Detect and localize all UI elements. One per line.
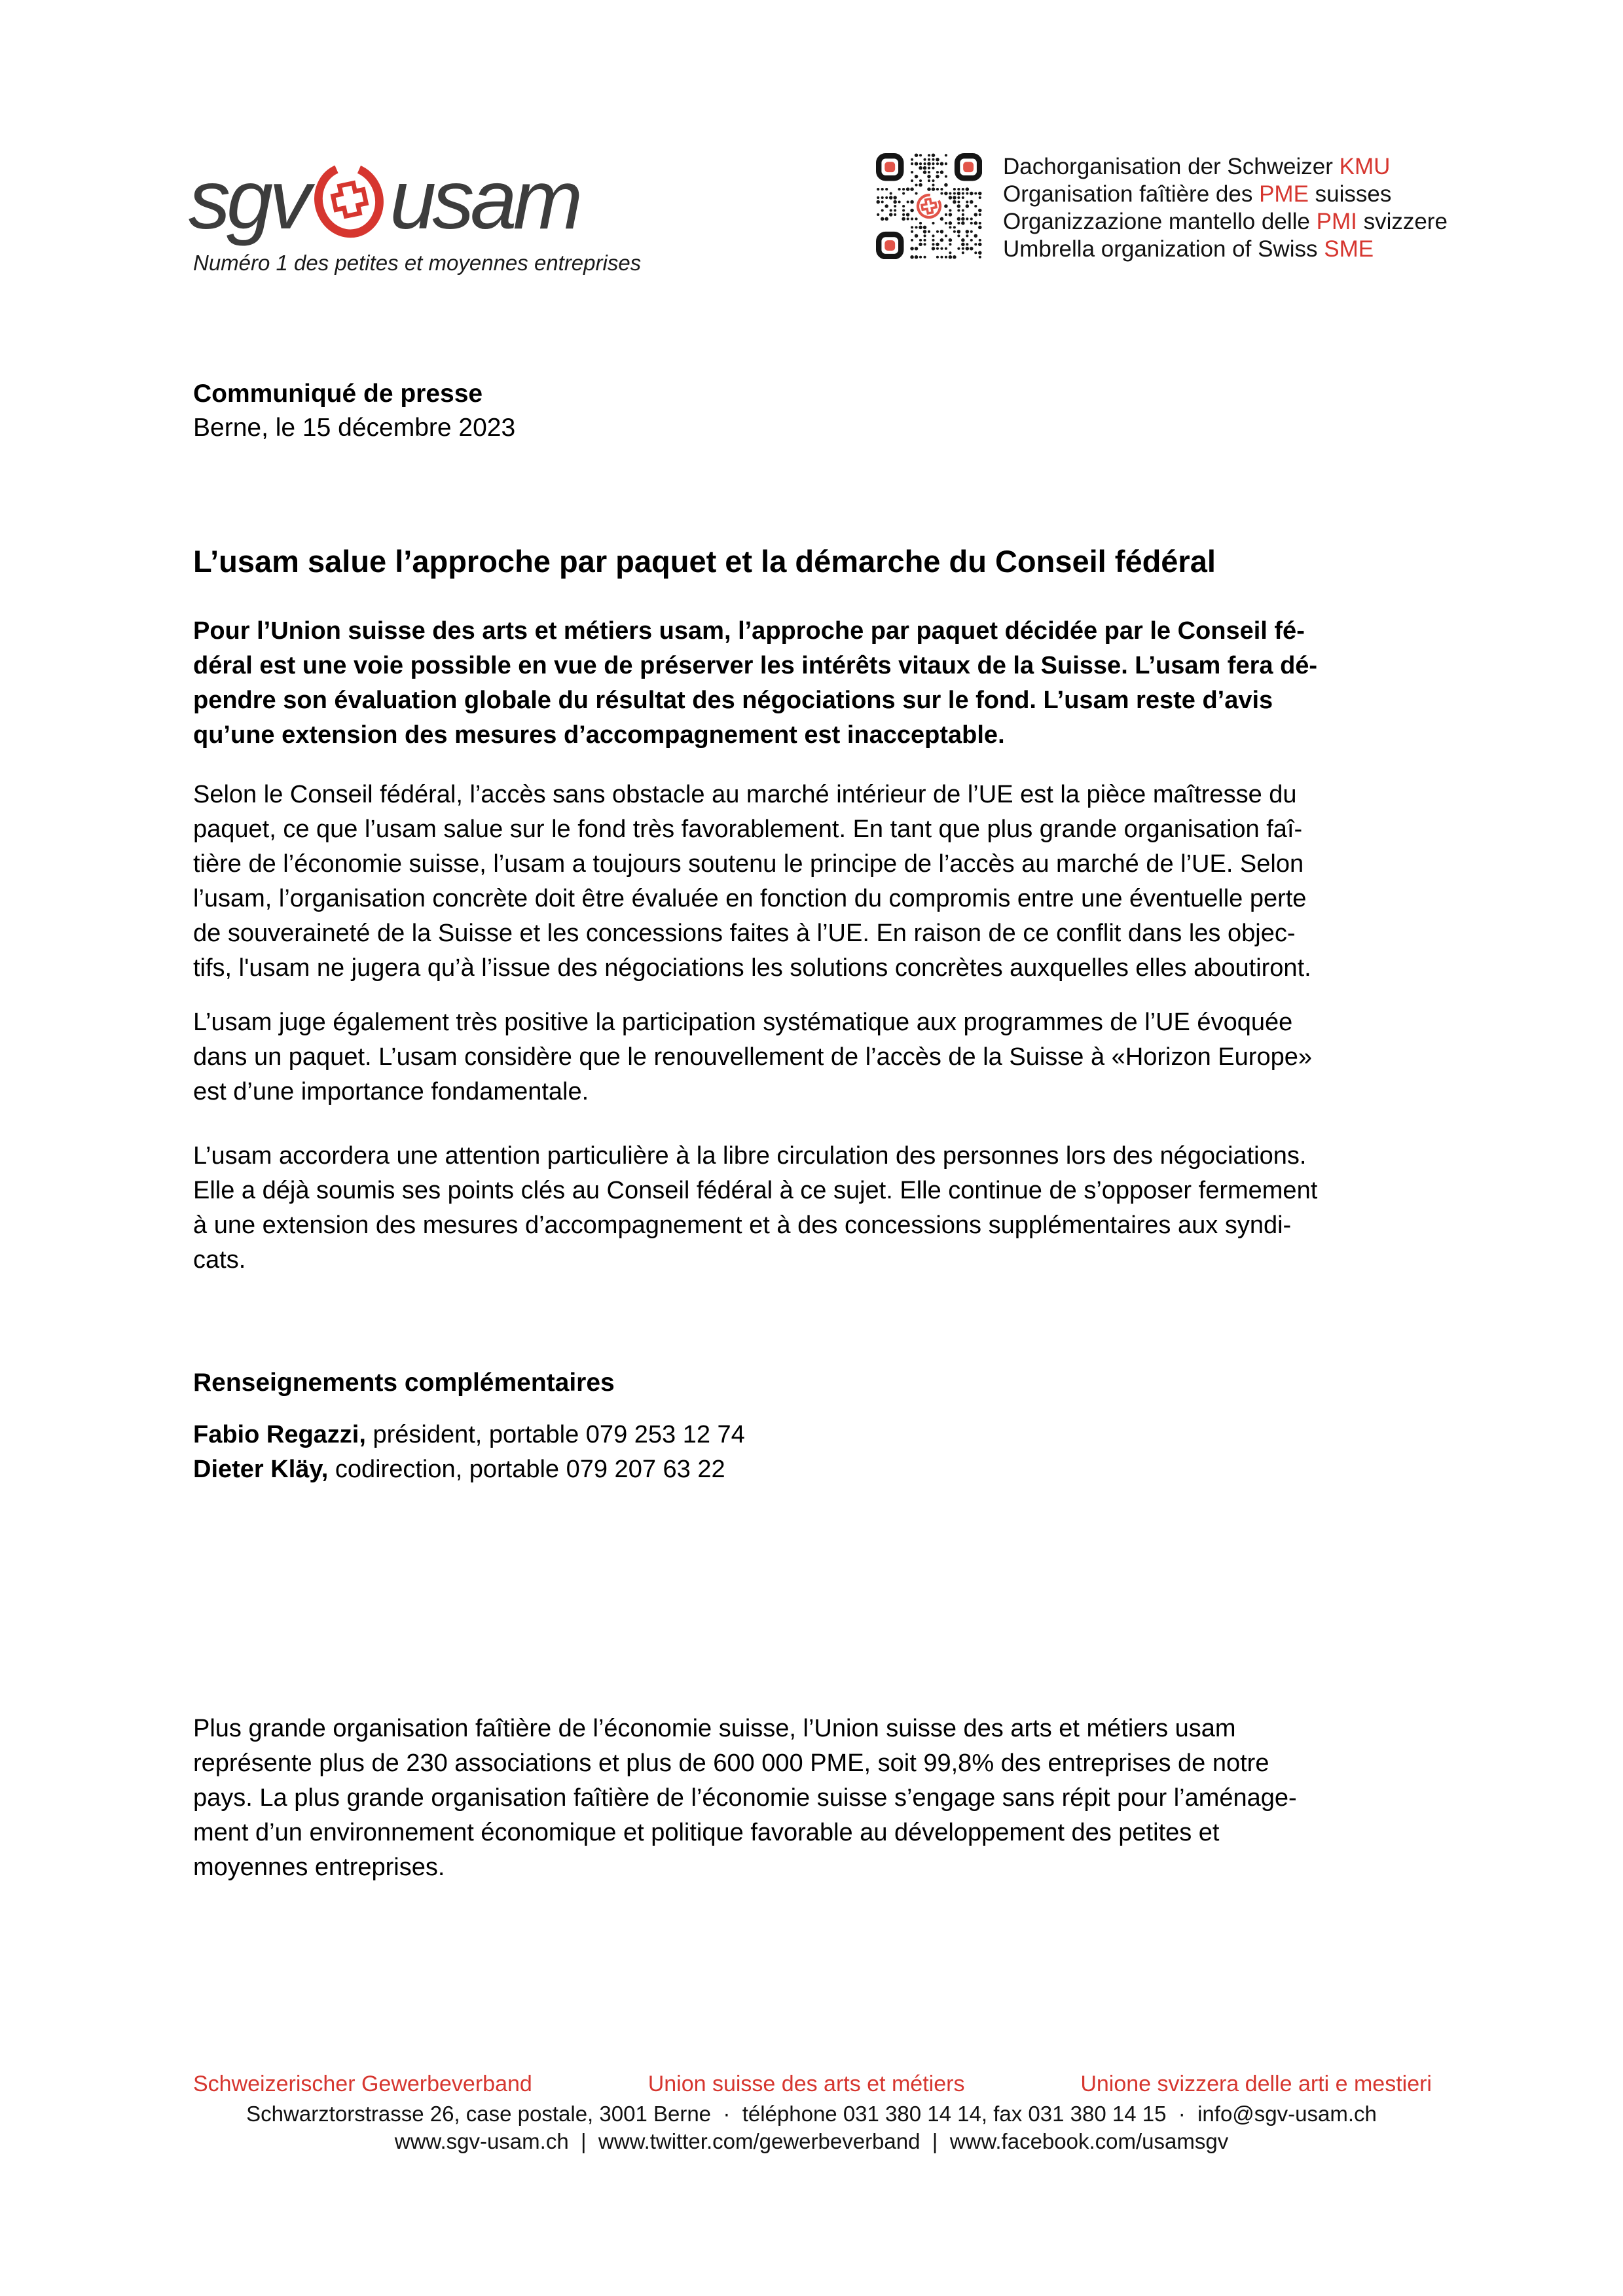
qr-code: [876, 153, 982, 259]
text-line: Pour l’Union suisse des arts et métiers usam, l’approche par paquet décidée par le Conseil fé-: [193, 617, 1305, 645]
text-line: est d’une importance fondamentale.: [193, 1078, 589, 1105]
contacts-heading: Renseignements complémentaires: [193, 1369, 615, 1397]
lead-paragraph: [193, 614, 1457, 753]
org-title-en: Umbrella organization of Swiss SME: [1003, 236, 1374, 262]
logo-word-sgv: sgv: [189, 153, 308, 247]
doc-meta: [193, 377, 515, 445]
text-line: à une extension des mesures d’accompagnement et à des concessions supplémentaires aux syndi-: [193, 1211, 1292, 1239]
text-line: Selon le Conseil fédéral, l’accès sans obstacle au marché intérieur de l’UE est la pièce maîtresse du: [193, 781, 1297, 808]
dateline: Berne, le 15 décembre 2023: [193, 414, 516, 442]
text-line: paquet, ce que l’usam salue sur le fond très favorablement. En tant que plus grande organisation faî-: [193, 816, 1303, 843]
text-line: L’usam accordera une attention particulière à la libre circulation des personnes lors des négociations.: [193, 1142, 1307, 1170]
footer-org-it: Unione svizzera delle arti e mestieri: [1080, 2072, 1432, 2096]
text-line: représente plus de 230 associations et plus de 600 000 PME, soit 99,8% des entreprises de notre: [193, 1749, 1269, 1777]
logo-tagline: Numéro 1 des petites et moyennes entreprises: [193, 251, 642, 275]
contact-codirection: Dieter Kläy, codirection, portable 079 207 63 22: [193, 1456, 725, 1483]
text-line: de souveraineté de la Suisse et les concessions faites à l’UE. En raison de ce conflit dans les objec-: [193, 920, 1296, 947]
text-line: pendre son évaluation globale du résultat des négociations sur le fond. L’usam reste d’avis: [193, 687, 1273, 714]
body-paragraph-2: [193, 1005, 1457, 1109]
footer-org-fr: Union suisse des arts et métiers: [647, 2072, 965, 2096]
body-paragraph-3: [193, 1139, 1457, 1278]
footer-org-de: Schweizerischer Gewerbeverband: [193, 2072, 532, 2096]
org-titles: [1003, 153, 1448, 263]
contacts-section: [193, 1418, 745, 1487]
qr-code-svg: [876, 153, 982, 259]
text-line: pays. La plus grande organisation faîtière de l’économie suisse s’engage sans répit pour l’aménage-: [193, 1784, 1297, 1812]
footer-org-names: [193, 2071, 1432, 2097]
text-line: dans un paquet. L’usam considère que le renouvellement de l’accès de la Suisse à «Horizon Europe»: [193, 1043, 1312, 1071]
org-title-fr: Organisation faîtière des PME suisses: [1003, 181, 1392, 207]
text-line: L’usam juge également très positive la participation systématique aux programmes de l’UE évoquée: [193, 1009, 1293, 1036]
text-line: Plus grande organisation faîtière de l’économie suisse, l’Union suisse des arts et métiers usam: [193, 1715, 1236, 1742]
footer-links: www.sgv-usam.ch | www.twitter.com/gewerbeverband | www.facebook.com/usamsgv: [394, 2129, 1229, 2153]
text-line: qu’une extension des mesures d’accompagnement est inacceptable.: [193, 721, 1005, 749]
logo-word-usam: usam: [390, 153, 579, 247]
text-line: l’usam, l’organisation concrète doit être évaluée en fonction du compromis entre une éventuelle perte: [193, 885, 1307, 912]
doc-type-label: Communiqué de presse: [193, 380, 483, 408]
org-title-it: Organizzazione mantello delle PMI svizzere: [1003, 209, 1448, 234]
text-line: ment d’un environnement économique et politique favorable au développement des petites et: [193, 1819, 1220, 1846]
org-title-de: Dachorganisation der Schweizer KMU: [1003, 154, 1391, 179]
text-line: cats.: [193, 1246, 246, 1274]
body-paragraph-1: [193, 778, 1457, 986]
text-line: tifs, l'usam ne jugera qu’à l’issue des négociations les solutions concrètes auxquelles elles aboutiront.: [193, 954, 1311, 982]
text-line: moyennes entreprises.: [193, 1854, 445, 1881]
logo: [189, 153, 579, 247]
contact-president: Fabio Regazzi, président, portable 079 253 12 74: [193, 1421, 745, 1448]
swiss-cross-emblem-icon: [310, 162, 387, 239]
footer-address: Schwarztorstrasse 26, case postale, 3001 Berne · téléphone 031 380 14 14, fax 031 380 14 15 · info@sgv-usam.ch: [246, 2102, 1377, 2126]
headline: L’usam salue l’approche par paquet et la démarche du Conseil fédéral: [193, 544, 1216, 579]
text-line: tière de l’économie suisse, l’usam a toujours soutenu le principe de l’accès au marché de l’UE. Selon: [193, 850, 1304, 878]
text-line: déral est une voie possible en vue de préserver les intérêts vitaux de la Suisse. L’usam fera dé-: [193, 652, 1318, 679]
boilerplate: [193, 1712, 1457, 1885]
text-line: Elle a déjà soumis ses points clés au Conseil fédéral à ce sujet. Elle continue de s’opposer fermement: [193, 1177, 1318, 1204]
